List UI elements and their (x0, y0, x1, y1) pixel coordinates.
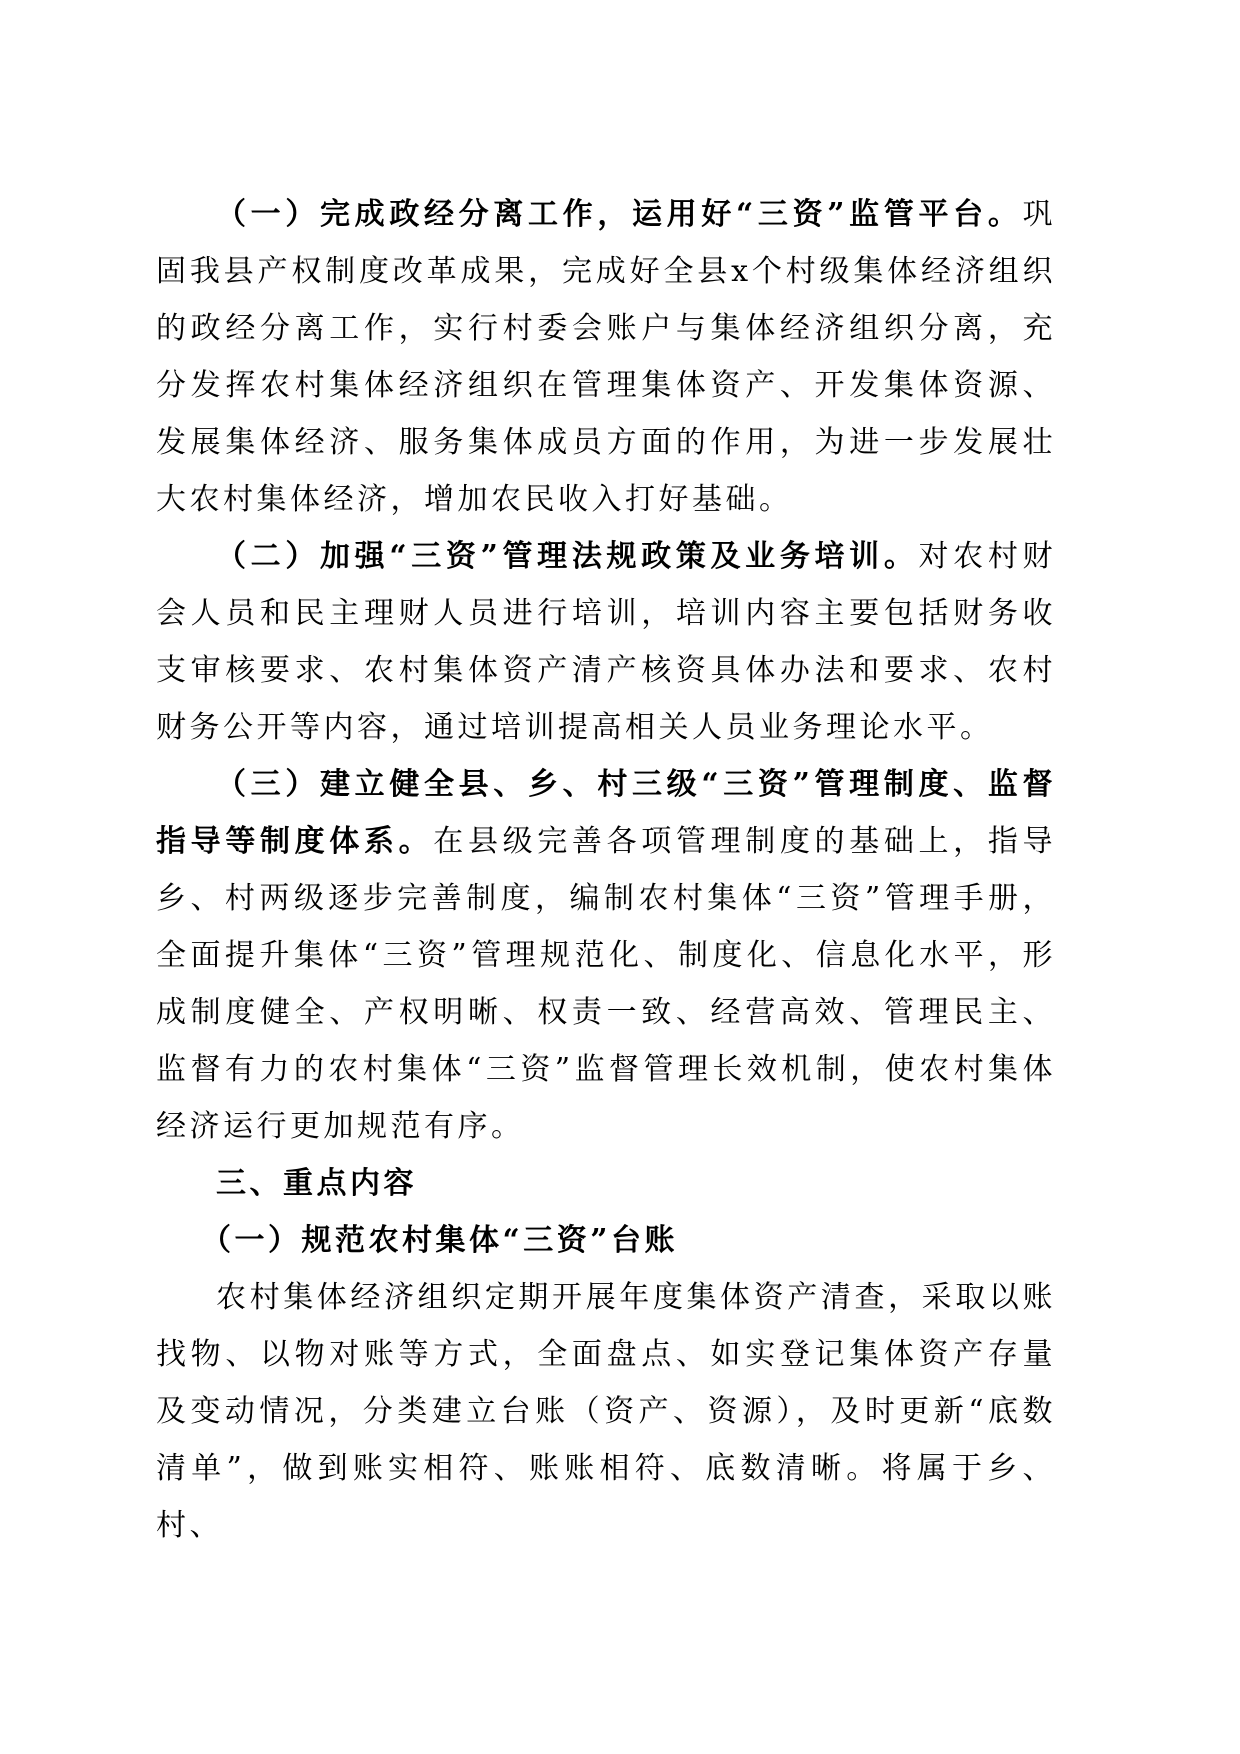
paragraph-ledger: 农村集体经济组织定期开展年度集体资产清查，采取以账找物、以物对账等方式，全面盘点、如实登记集体资产存量及变动情况，分类建立台账（资产、资源），及时更新“底数清单”，做到账实相符、账账相符、底数清晰。将属于乡、村、 (156, 1280, 1056, 1543)
paragraph-training (156, 528, 1056, 756)
document-body (156, 186, 1056, 1554)
paragraph-body: 巩固我县产权制度改革成果，完成好全县x个村级集体经济组织的政经分离工作，实行村委会账户与集体经济组织分离，充分发挥农村集体经济组织在管理集体资产、开发集体资源、发展集体经济、服务集体成员方面的作用，为进一步发展壮大农村集体经济，增加农民收入打好基础。 (156, 197, 1056, 517)
subsection-heading: （一）规范农村集体“三资”台账 (201, 1223, 679, 1258)
paragraph-body: 对农村财会人员和民主理财人员进行培训，培训内容主要包括财务收支审核要求、农村集体资产清产核资具体办法和要求、农村财务公开等内容，通过培训提高相关人员业务理论水平。 (156, 539, 1056, 745)
paragraph-lead: （二）加强“三资”管理法规政策及业务培训。 (216, 539, 919, 574)
paragraph-lead: （一）完成政经分离工作，运用好“三资”监管平台。 (216, 197, 1023, 232)
paragraph-institution-system (156, 756, 1056, 1155)
section-heading: 三、重点内容 (216, 1166, 417, 1201)
paragraph-lead: （三）建立健全县、乡、村三级“三资”管理制度、监督指导等制度体系。 (156, 767, 1056, 859)
paragraph-body: 在县级完善各项管理制度的基础上，指导乡、村两级逐步完善制度，编制农村集体“三资”管理手册，全面提升集体“三资”管理规范化、制度化、信息化水平，形成制度健全、产权明晰、权责一致、经营高效、管理民主、监督有力的农村集体“三资”监督管理长效机制，使农村集体经济运行更加规范有序。 (156, 824, 1057, 1144)
paragraph-political-economic-separation (156, 186, 1056, 528)
